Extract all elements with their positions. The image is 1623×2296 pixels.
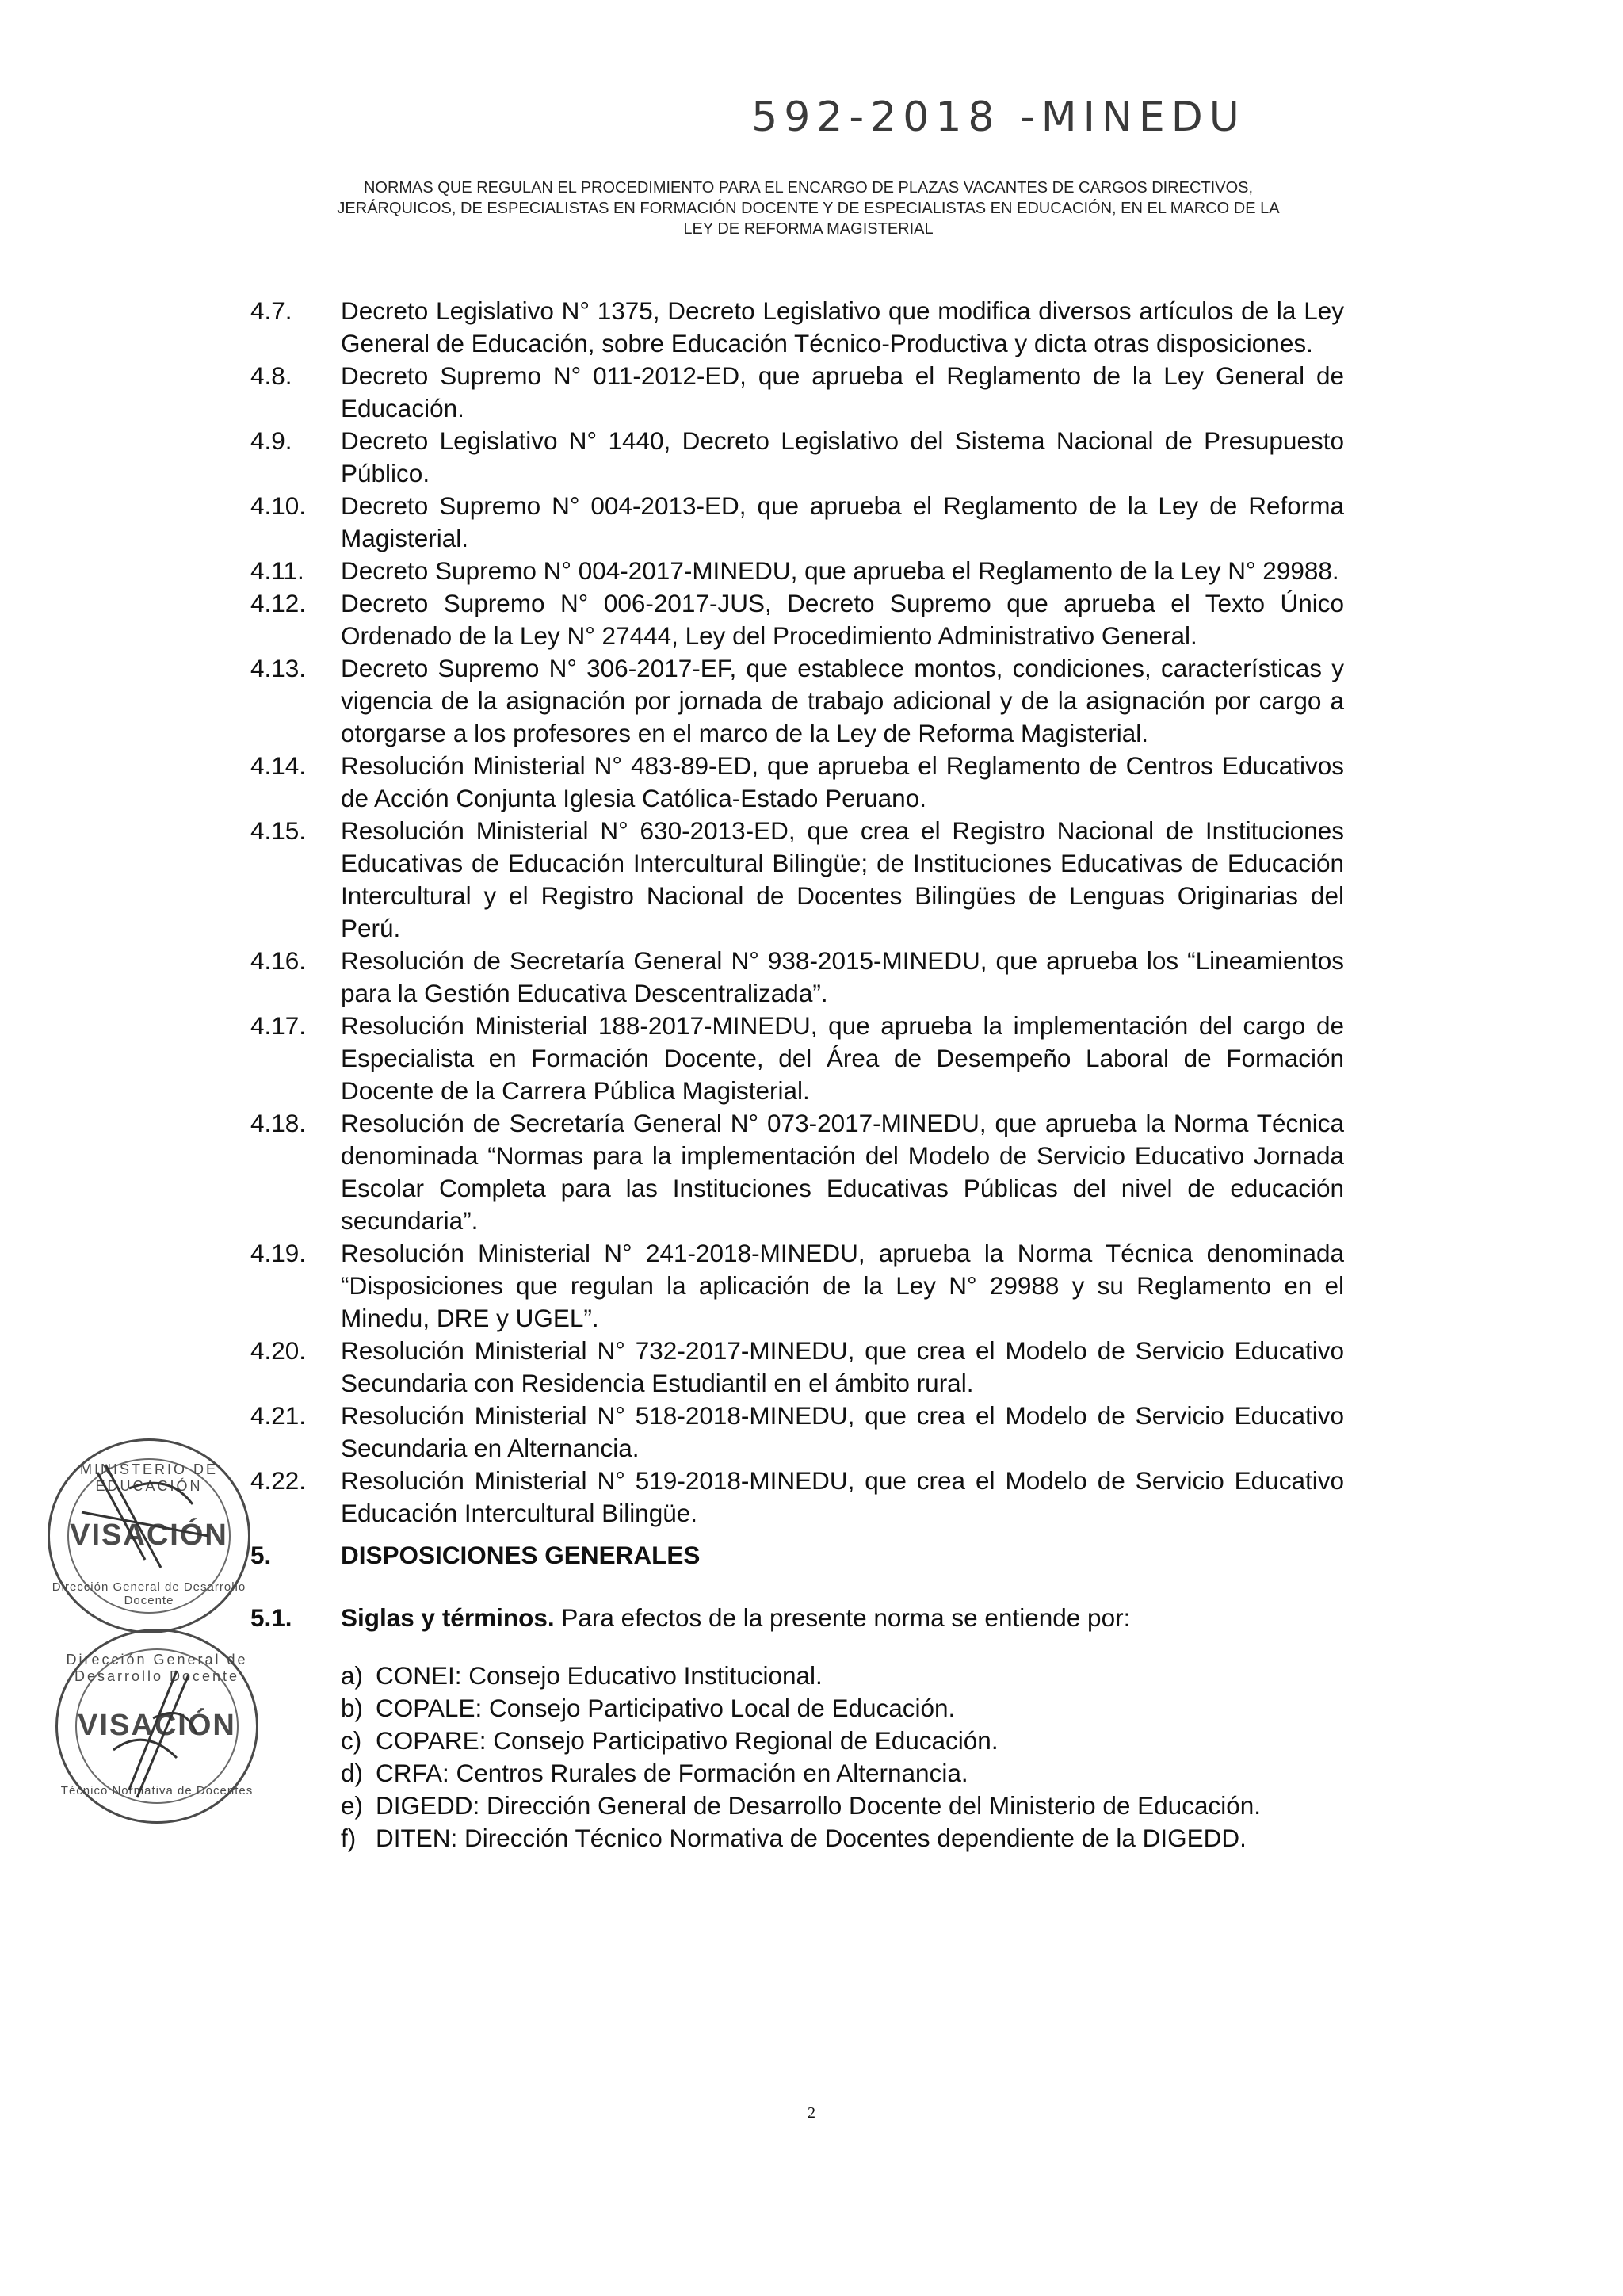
item-number: 4.18. xyxy=(250,1109,307,1137)
stamp-ring-text: Dirección General de Desarrollo Docente xyxy=(66,1652,248,1684)
definition-item xyxy=(341,1790,1344,1822)
definition-text: DIGEDD: Dirección General de Desarrollo Docente del Ministerio de Educación. xyxy=(376,1791,1262,1820)
resolution-number: 592-2018 -MINEDU xyxy=(751,94,1246,141)
definition-item xyxy=(341,1757,1344,1790)
legal-basis-item xyxy=(250,1010,1344,1107)
item-text: Decreto Supremo N° 004-2013-ED, que aprueba el Reglamento de la Ley de Reforma Magisterial. xyxy=(341,491,1344,552)
item-text: Resolución Ministerial N° 241-2018-MINEDU, aprueba la Norma Técnica denominada “Disposiciones que regulan la aplicación de la Ley N° 29988 y su Reglamento en el Minedu, DRE y UGEL”. xyxy=(341,1239,1344,1332)
legal-basis-item xyxy=(250,555,1344,587)
item-text: Decreto Supremo N° 306-2017-EF, que establece montos, condiciones, características y vigencia de la asignación por jornada de trabajo adicional y de la asignación por cargo a otorgarse a los profesores en el marco de la Ley de Reforma Magisterial. xyxy=(341,654,1344,747)
section-title: DISPOSICIONES GENERALES xyxy=(341,1541,701,1569)
document-header xyxy=(238,178,1379,239)
subsection-number: 5.1. xyxy=(250,1603,292,1632)
item-number: 4.7. xyxy=(250,296,292,325)
visacion-stamp xyxy=(48,1438,250,1633)
section-heading xyxy=(250,1539,1344,1572)
item-text: Resolución Ministerial N° 483-89-ED, que aprueba el Reglamento de Centros Educativos de Acción Conjunta Iglesia Católica-Estado Peruano. xyxy=(341,751,1344,812)
item-text: Resolución Ministerial N° 732-2017-MINEDU, que crea el Modelo de Servicio Educativo Secundaria con Residencia Estudiantil en el ámbito rural. xyxy=(341,1336,1344,1397)
item-text: Decreto Supremo N° 006-2017-JUS, Decreto Supremo que aprueba el Texto Único Ordenado de la Ley N° 27444, Ley del Procedimiento Administrativo General. xyxy=(341,589,1344,650)
subsection-intro: Para efectos de la presente norma se entiende por: xyxy=(561,1603,1131,1632)
definition-label: e) xyxy=(341,1791,364,1820)
legal-basis-item xyxy=(250,750,1344,815)
document-body xyxy=(250,295,1344,1855)
definition-item xyxy=(341,1660,1344,1692)
item-number: 4.21. xyxy=(250,1401,307,1430)
item-number: 4.20. xyxy=(250,1336,307,1365)
legal-basis-item xyxy=(250,360,1344,425)
definition-label: b) xyxy=(341,1694,364,1722)
item-number: 4.15. xyxy=(250,816,307,845)
section-number: 5. xyxy=(250,1541,272,1569)
signature-mark xyxy=(50,1441,248,1631)
legal-basis-item xyxy=(250,1107,1344,1237)
item-number: 4.12. xyxy=(250,589,307,617)
definitions-list xyxy=(250,1660,1344,1855)
page-number: 2 xyxy=(808,2104,815,2122)
stamp-ring-text: MINISTERIO DE EDUCACIÓN xyxy=(79,1461,218,1494)
legal-basis-item xyxy=(250,295,1344,360)
legal-basis-item xyxy=(250,1335,1344,1400)
visacion-stamp xyxy=(55,1629,258,1824)
legal-basis-item xyxy=(250,815,1344,945)
definition-text: CONEI: Consejo Educativo Institucional. xyxy=(376,1661,823,1690)
item-number: 4.8. xyxy=(250,361,292,390)
stamp-main-text: VISACIÓN xyxy=(70,1519,228,1552)
signature-mark xyxy=(58,1631,256,1821)
item-text: Resolución de Secretaría General N° 938-2015-MINEDU, que aprueba los “Lineamientos para la Gestión Educativa Descentralizada”. xyxy=(341,946,1344,1007)
definition-label: f) xyxy=(341,1824,357,1852)
item-number: 4.10. xyxy=(250,491,307,520)
item-number: 4.14. xyxy=(250,751,307,780)
definition-text: COPALE: Consejo Participativo Local de Educación. xyxy=(376,1694,956,1722)
item-text: Resolución Ministerial N° 518-2018-MINEDU, que crea el Modelo de Servicio Educativo Secundaria en Alternancia. xyxy=(341,1401,1344,1462)
item-number: 4.13. xyxy=(250,654,307,682)
legal-basis-item xyxy=(250,587,1344,652)
item-text: Resolución Ministerial 188-2017-MINEDU, que aprueba la implementación del cargo de Especialista en Formación Docente, del Área de Desempeño Laboral de Formación Docente de la Carrera Pública Magisterial. xyxy=(341,1011,1344,1105)
item-number: 4.19. xyxy=(250,1239,307,1267)
definition-text: COPARE: Consejo Participativo Regional de Educación. xyxy=(376,1726,999,1755)
subsection-title: Siglas y términos. xyxy=(341,1603,555,1632)
legal-basis-item xyxy=(250,1465,1344,1530)
stamp-main-text: VISACIÓN xyxy=(78,1709,236,1742)
header-line: LEY DE REFORMA MAGISTERIAL xyxy=(683,220,934,238)
stamp-bottom-text: Dirección General de Desarrollo Docente xyxy=(52,1580,246,1607)
header-line: NORMAS QUE REGULAN EL PROCEDIMIENTO PARA EL ENCARGO DE PLAZAS VACANTES DE CARGOS DIRECTIVOS, xyxy=(363,179,1254,197)
legal-basis-list xyxy=(250,295,1344,1530)
definition-item xyxy=(341,1725,1344,1757)
header-line: JERÁRQUICOS, DE ESPECIALISTAS EN FORMACIÓN DOCENTE Y DE ESPECIALISTAS EN EDUCACIÓN, EN EL MARCO DE LA xyxy=(337,200,1280,217)
definition-text: DITEN: Dirección Técnico Normativa de Docentes dependiente de la DIGEDD. xyxy=(376,1824,1247,1852)
item-text: Resolución Ministerial N° 630-2013-ED, que crea el Registro Nacional de Instituciones Educativas de Educación Intercultural Bilingüe; de Instituciones Educativas de Educación Intercultural y el Registro Nacional de Docentes Bilingües de Lenguas Originarias del Perú. xyxy=(341,816,1344,942)
legal-basis-item xyxy=(250,490,1344,555)
definition-item xyxy=(341,1822,1344,1855)
legal-basis-item xyxy=(250,652,1344,750)
definition-label: c) xyxy=(341,1726,362,1755)
legal-basis-item xyxy=(250,1237,1344,1335)
item-number: 4.16. xyxy=(250,946,307,975)
legal-basis-item xyxy=(250,945,1344,1010)
definition-text: CRFA: Centros Rurales de Formación en Alternancia. xyxy=(376,1759,968,1787)
item-number: 4.11. xyxy=(250,556,304,585)
item-text: Decreto Supremo N° 004-2017-MINEDU, que aprueba el Reglamento de la Ley N° 29988. xyxy=(341,556,1339,585)
item-number: 4.9. xyxy=(250,426,292,455)
item-text: Decreto Supremo N° 011-2012-ED, que aprueba el Reglamento de la Ley General de Educación. xyxy=(341,361,1344,422)
item-text: Resolución de Secretaría General N° 073-2017-MINEDU, que aprueba la Norma Técnica denominada “Normas para la implementación del Modelo de Servicio Educativo Jornada Escolar Completa para las Instituciones Educativas Públicas del nivel de educación secundaria”. xyxy=(341,1109,1344,1235)
subsection-text xyxy=(341,1602,1344,1634)
legal-basis-item xyxy=(250,1400,1344,1465)
item-text: Resolución Ministerial N° 519-2018-MINEDU, que crea el Modelo de Servicio Educativo Educación Intercultural Bilingüe. xyxy=(341,1466,1344,1527)
item-text: Decreto Legislativo N° 1375, Decreto Legislativo que modifica diversos artículos de la Ley General de Educación, sobre Educación Técnico-Productiva y dicta otras disposiciones. xyxy=(341,296,1344,357)
definition-label: d) xyxy=(341,1759,364,1787)
item-number: 4.17. xyxy=(250,1011,307,1040)
item-number: 4.22. xyxy=(250,1466,307,1495)
definition-label: a) xyxy=(341,1661,364,1690)
subsection xyxy=(250,1602,1344,1634)
item-text: Decreto Legislativo N° 1440, Decreto Legislativo del Sistema Nacional de Presupuesto Público. xyxy=(341,426,1344,487)
definition-item xyxy=(341,1692,1344,1725)
stamp-bottom-text: Técnico Normativa de Docentes xyxy=(60,1784,254,1797)
legal-basis-item xyxy=(250,425,1344,490)
